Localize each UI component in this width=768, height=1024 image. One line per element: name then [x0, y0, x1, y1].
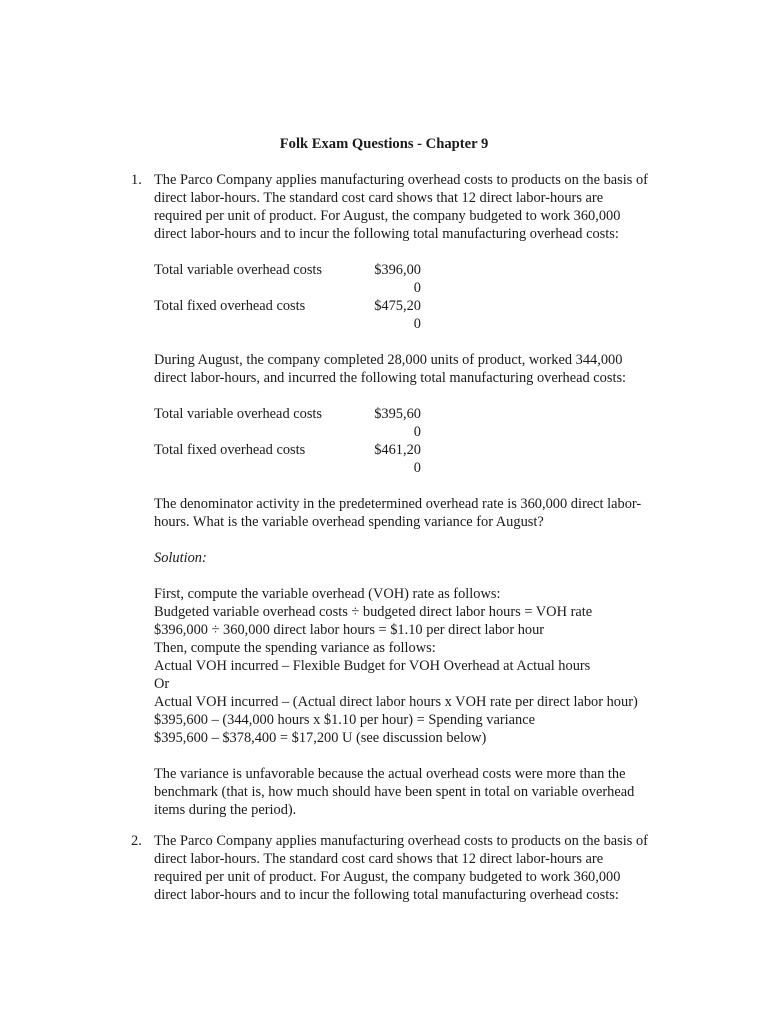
- q1-intro-line: required per unit of product. For August, the company budgeted to work 360,000: [154, 208, 621, 224]
- solution-line: $396,000 ÷ 360,000 direct labor hours = $1.10 per direct labor hour: [154, 622, 545, 638]
- solution-line: Budgeted variable overhead costs ÷ budgeted direct labor hours = VOH rate: [154, 604, 593, 620]
- cost-value: $395,60: [374, 406, 421, 422]
- solution-line: $395,600 – $378,400 = $17,200 U (see discussion below): [154, 730, 487, 746]
- cost-value-wrap: 0: [413, 280, 421, 296]
- cost-label: Total fixed overhead costs: [154, 298, 306, 314]
- budget-cost-row: [154, 261, 691, 279]
- solution-label: Solution:: [154, 550, 207, 566]
- question-1: [131, 171, 691, 819]
- cost-value: $396,00: [374, 262, 421, 278]
- discussion-line: The variance is unfavorable because the actual overhead costs were more than the: [154, 766, 626, 782]
- q1-actual-intro-line: During August, the company completed 28,000 units of product, worked 344,000: [154, 352, 623, 368]
- actual-cost-row: [154, 441, 691, 459]
- actual-cost-table: [154, 405, 691, 477]
- page-title: Folk Exam Questions - Chapter 9: [279, 136, 489, 152]
- q1-actual-intro-line: direct labor-hours, and incurred the following total manufacturing overhead costs:: [154, 370, 627, 386]
- question-number: 1.: [131, 172, 142, 188]
- q2-intro-line: The Parco Company applies manufacturing overhead costs to products on the basis of: [154, 833, 648, 849]
- solution-line: Actual VOH incurred – (Actual direct labor hours x VOH rate per direct labor hour): [154, 694, 638, 710]
- cost-label: Total fixed overhead costs: [154, 442, 306, 458]
- question-number: 2.: [131, 833, 142, 849]
- q2-intro-line: direct labor-hours. The standard cost card shows that 12 direct labor-hours are: [154, 851, 604, 867]
- question-2: [131, 832, 691, 904]
- cost-value-wrap: 0: [413, 460, 421, 476]
- q1-intro-line: direct labor-hours and to incur the following total manufacturing overhead costs:: [154, 226, 619, 242]
- cost-value: $475,20: [374, 298, 421, 314]
- cost-value-wrap: 0: [413, 316, 421, 332]
- cost-value-wrap: 0: [413, 424, 421, 440]
- discussion-line: items during the period).: [154, 802, 297, 818]
- q1-question-line: The denominator activity in the predetermined overhead rate is 360,000 direct labor-: [154, 496, 642, 512]
- cost-label: Total variable overhead costs: [154, 262, 323, 278]
- cost-label: Total variable overhead costs: [154, 406, 323, 422]
- discussion-line: benchmark (that is, how much should have been spent in total on variable overhead: [154, 784, 635, 800]
- budget-cost-table: [154, 261, 691, 333]
- solution-line: Actual VOH incurred – Flexible Budget for VOH Overhead at Actual hours: [154, 658, 591, 674]
- budget-cost-row: [154, 297, 691, 315]
- solution-line: First, compute the variable overhead (VOH) rate as follows:: [154, 586, 501, 602]
- cost-value: $461,20: [374, 442, 421, 458]
- q2-intro-line: required per unit of product. For August, the company budgeted to work 360,000: [154, 869, 621, 885]
- q2-intro-line: direct labor-hours and to incur the following total manufacturing overhead costs:: [154, 887, 619, 903]
- q1-intro-line: The Parco Company applies manufacturing overhead costs to products on the basis of: [154, 172, 648, 188]
- solution-line: Or: [154, 676, 170, 692]
- q1-question-line: hours. What is the variable overhead spending variance for August?: [154, 514, 544, 530]
- solution-line: $395,600 – (344,000 hours x $1.10 per hour) = Spending variance: [154, 712, 536, 728]
- solution-line: Then, compute the spending variance as follows:: [154, 640, 436, 656]
- q1-intro-line: direct labor-hours. The standard cost card shows that 12 direct labor-hours are: [154, 190, 604, 206]
- actual-cost-row: [154, 405, 691, 423]
